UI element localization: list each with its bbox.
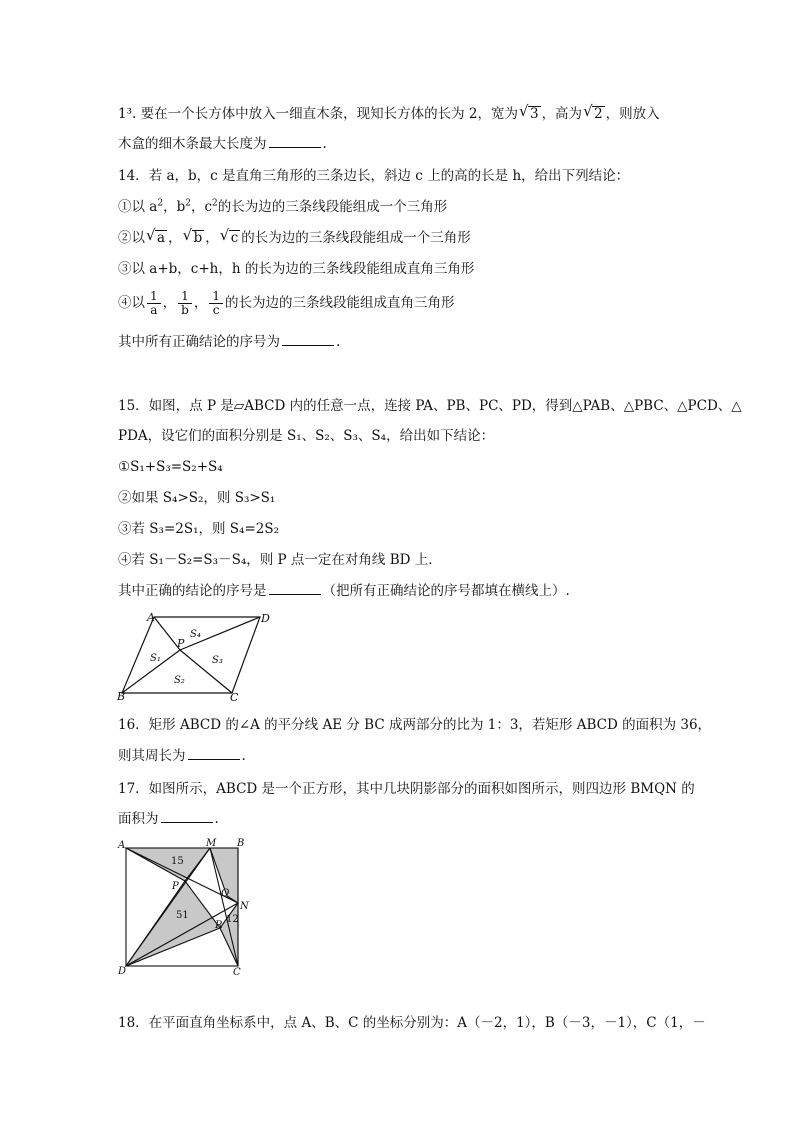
q15-conclusion-4: ④若 S₁－S₂=S₃－S₄，则 P 点一定在对角线 BD 上． bbox=[118, 552, 442, 568]
sqrt-symbol: √ 3 bbox=[518, 102, 539, 122]
label-c: C bbox=[230, 691, 239, 702]
q15-ask: 其中正确的结论的序号是 （把所有正确结论的序号都填在横线上）. bbox=[118, 583, 570, 599]
q14-option-2: ②以 √ a ， √ b ， √ c 的长为边的三条线段能组成一个三角形 bbox=[118, 226, 471, 246]
value-15: 15 bbox=[171, 856, 184, 867]
figure-square bbox=[116, 838, 260, 976]
label-s4: S₄ bbox=[190, 629, 201, 640]
label-d: D bbox=[261, 612, 270, 625]
sqrt-symbol: √ 2 bbox=[583, 102, 603, 122]
q17-line2: 面积为 . bbox=[118, 811, 219, 827]
shaded-region-51 bbox=[126, 881, 220, 966]
answer-blank[interactable] bbox=[269, 135, 321, 148]
q14-option-4: ④以 $\frac{1}{a}$ ， $\frac{1}{b}$ ， $\frac{1}{c}$ 的长为边的三条线段能组成直角三角形 bbox=[118, 289, 455, 317]
label-c: C bbox=[233, 967, 241, 976]
q15-line1: 15．如图，点 P 是▱ABCD 内的任意一点，连接 PA、PB、PC、PD，得到△PAB、△PBC、△PCD、△ bbox=[118, 398, 742, 414]
label-a: A bbox=[118, 840, 126, 851]
q17-line1: 17．如图所示，ABCD 是一个正方形，其中几块阴影部分的面积如图所示，则四边形 BMQN 的 bbox=[118, 781, 695, 797]
answer-blank[interactable] bbox=[161, 810, 213, 823]
q16-line2: 则其周长为 . bbox=[118, 748, 246, 764]
q14-line1: 14．若 a，b，c 是直角三角形的三条边长，斜边 c 上的高的长是 h，给出下列结论： bbox=[118, 168, 630, 184]
q13-line2: 木盒的细木条最大长度为 . bbox=[118, 136, 327, 152]
q14-option-3: ③以 a+b，c+h，h 的长为边的三条线段能组成直角三角形 bbox=[118, 261, 475, 277]
label-p: P bbox=[177, 637, 185, 650]
label-a: A bbox=[147, 611, 155, 624]
label-s2: S₂ bbox=[174, 675, 185, 686]
shaded-region-15 bbox=[126, 848, 210, 881]
label-b: B bbox=[237, 838, 245, 849]
label-d: D bbox=[118, 966, 127, 976]
q13-line1: 1³. 要在一个长方体中放入一细直木条，现知长方体的长为 2，宽为 √ 3 ，高为 √ 2 ，则放入 bbox=[118, 102, 660, 122]
q15-conclusion-3: ③若 S₃=2S₁，则 S₄=2S₂ bbox=[118, 521, 280, 537]
q15-conclusion-1: ①S₁+S₃=S₂+S₄ bbox=[118, 459, 223, 475]
label-b: B bbox=[117, 690, 126, 702]
label-p: P bbox=[172, 881, 179, 892]
q18-line1: 18．在平面直角坐标系中，点 A、B、C 的坐标分别为：A（－2，1），B（－3，－1），C（1，－ bbox=[118, 1015, 706, 1031]
label-s1: S₁ bbox=[150, 653, 161, 664]
q14-ask: 其中所有正确结论的序号为 . bbox=[118, 334, 341, 350]
answer-blank[interactable] bbox=[282, 333, 334, 346]
q15-line2: PDA，设它们的面积分别是 S₁、S₂、S₃、S₄，给出如下结论： bbox=[118, 428, 495, 444]
label-s3: S₃ bbox=[212, 655, 223, 666]
q16-line1: 16．矩形 ABCD 的∠A 的平分线 AE 分 BC 成两部分的比为 1：3，若矩形 ABCD 的面积为 36， bbox=[118, 717, 712, 733]
q14-option-1: ①以 $a^2$，$b^2$，$c^2$的长为边的三条线段能组成一个三角形 bbox=[118, 198, 448, 215]
answer-blank[interactable] bbox=[269, 582, 321, 595]
label-q: Q bbox=[221, 888, 230, 899]
value-12: 12 bbox=[226, 914, 239, 925]
label-n: N bbox=[240, 901, 249, 912]
label-m: M bbox=[206, 838, 217, 849]
value-51: 51 bbox=[176, 910, 189, 921]
q15-conclusion-2: ②如果 S₄>S₂，则 S₃>S₁ bbox=[118, 490, 276, 506]
figure-parallelogram bbox=[116, 610, 272, 702]
label-r: R bbox=[215, 920, 223, 931]
answer-blank[interactable] bbox=[188, 747, 240, 760]
